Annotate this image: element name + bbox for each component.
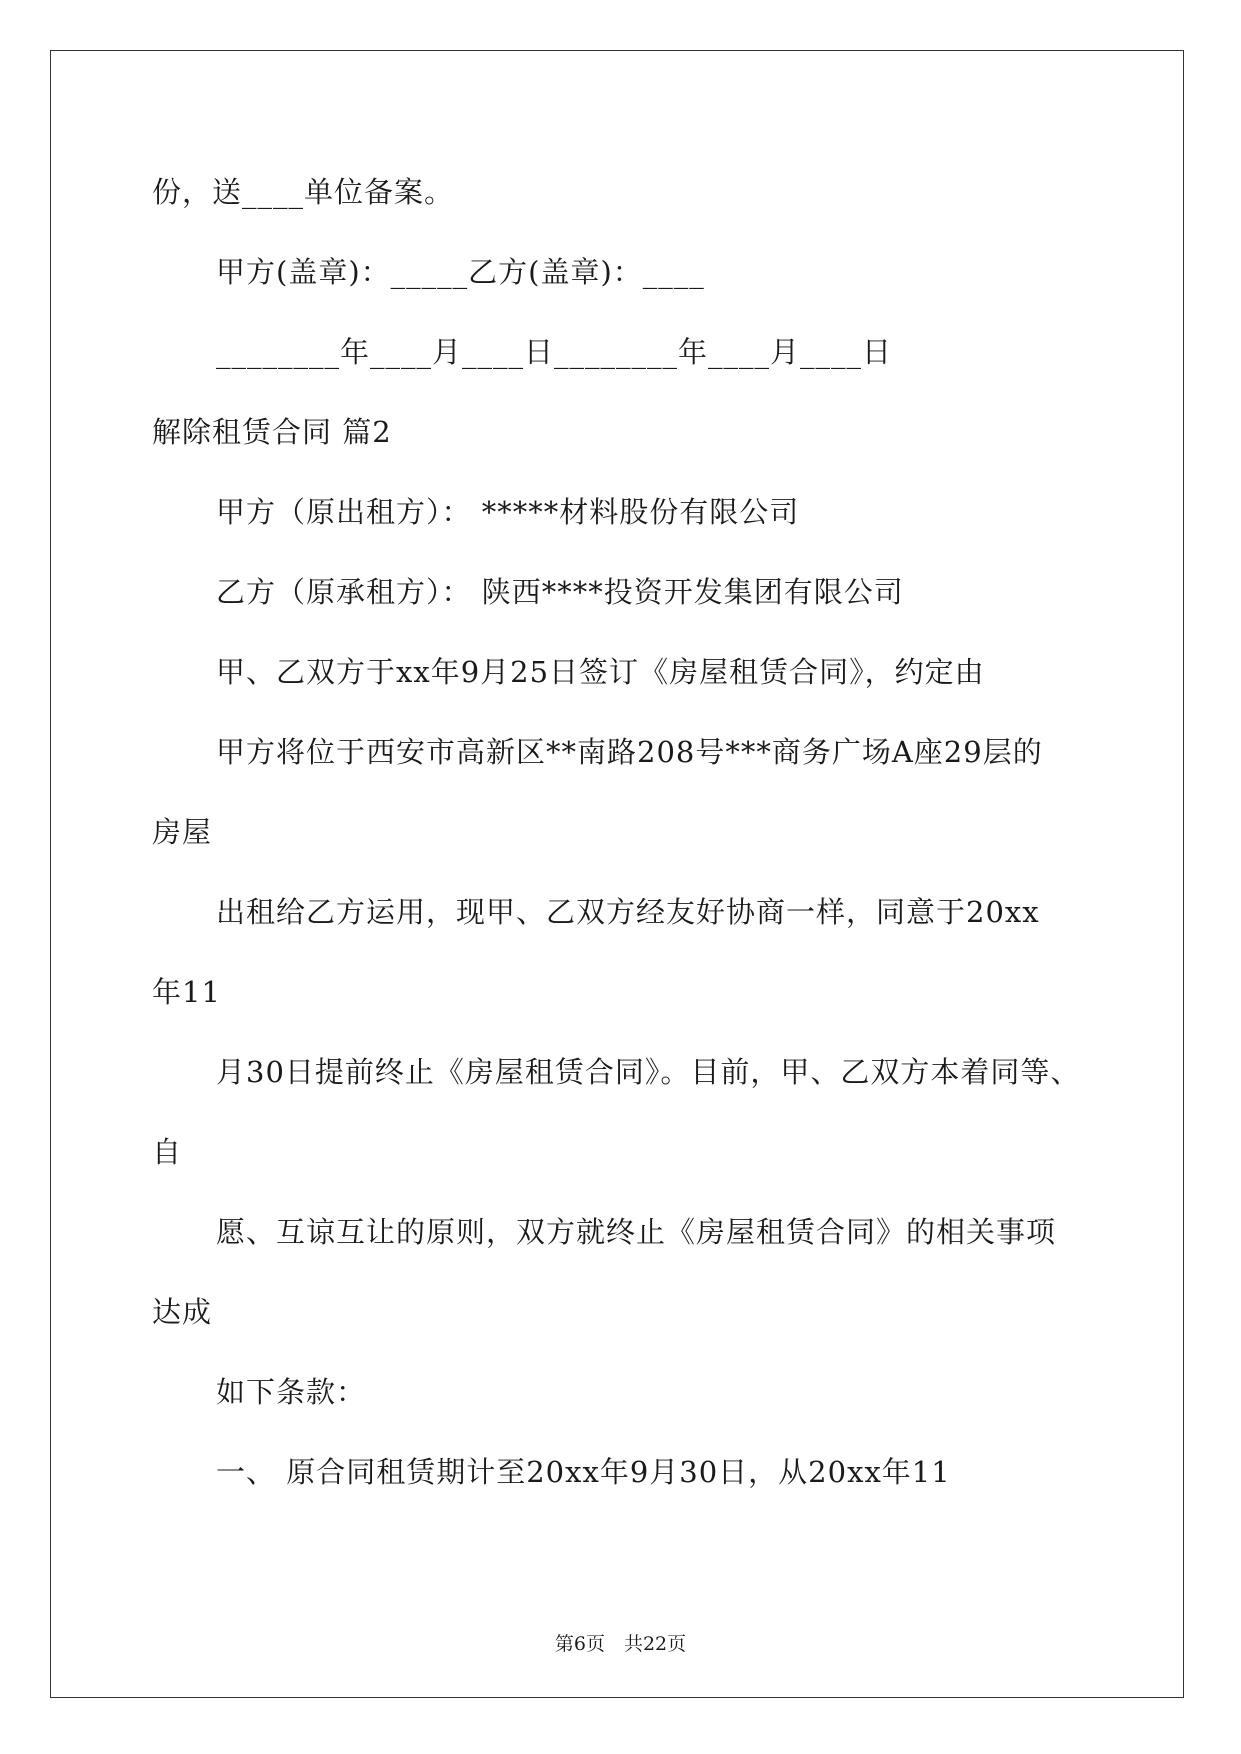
party-a-line: 甲方（原出租方）： *****材料股份有限公司	[216, 495, 800, 529]
body-line: 达成	[152, 1295, 213, 1329]
body-line: 甲方将位于西安市高新区**南路208号***商务广场A座29层的	[216, 735, 1043, 769]
body-line: 月30日提前终止《房屋租赁合同》。目前，甲、乙双方本着同等、	[216, 1055, 1081, 1089]
body-line: 年11	[152, 975, 221, 1009]
date-line: ________年____月____日________年____月____日	[216, 335, 893, 369]
body-line: 甲、乙双方于xx年9月25日签订《房屋租赁合同》，约定由	[216, 655, 985, 689]
body-line: 出租给乙方运用，现甲、乙双方经友好协商一样，同意于20xx	[216, 895, 1040, 929]
page-number-footer: 第6页 共22页	[554, 1633, 687, 1655]
body-line: 如下条款：	[216, 1375, 367, 1409]
section-heading: 解除租赁合同 篇2	[152, 415, 392, 449]
body-line: 愿、互谅互让的原则，双方就终止《房屋租赁合同》的相关事项	[216, 1215, 1057, 1249]
body-line: 房屋	[152, 815, 213, 849]
body-line: 自	[152, 1135, 183, 1169]
body-line: 份，送____单位备案。	[152, 175, 455, 209]
page-border	[50, 50, 1184, 1698]
signature-line: 甲方(盖章)：_____乙方(盖章)：____	[216, 255, 705, 289]
clause-line: 一、 原合同租赁期计至20xx年9月30日，从20xx年11	[216, 1455, 951, 1489]
party-b-line: 乙方（原承租方）： 陕西****投资开发集团有限公司	[216, 575, 904, 609]
